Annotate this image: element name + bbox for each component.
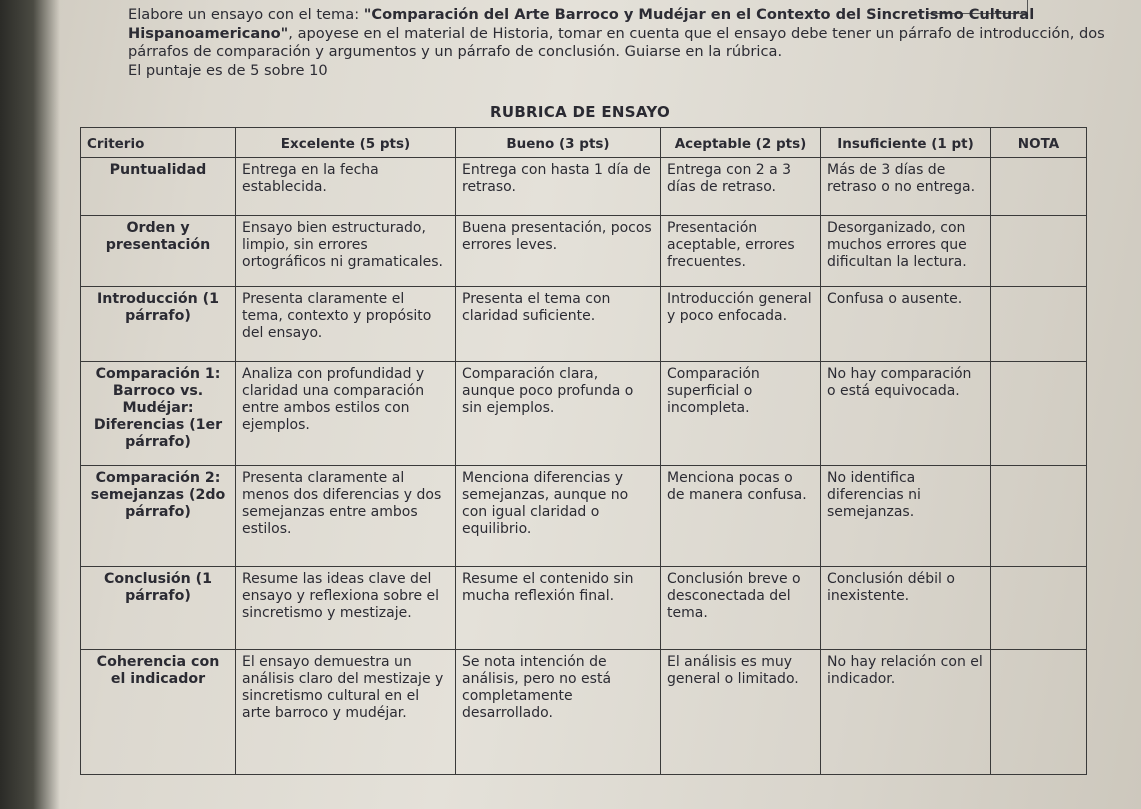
table-row xyxy=(81,362,1087,466)
table-row xyxy=(81,216,1087,287)
insuficiente-cell: Desorganizado, con muchos errores que dificultan la lectura. xyxy=(821,216,991,287)
excelente-cell: Resume las ideas clave del ensayo y reflexiona sobre el sincretismo y mestizaje. xyxy=(236,566,456,649)
excelente-cell: El ensayo demuestra un análisis claro del mestizaje y sincretismo cultural en el arte barroco y mudéjar. xyxy=(236,649,456,774)
aceptable-cell: Menciona pocas o de manera confusa. xyxy=(661,466,821,566)
excelente-cell: Presenta claramente al menos dos diferencias y dos semejanzas entre ambos estilos. xyxy=(236,466,456,566)
header-criterio: Criterio xyxy=(81,128,236,158)
header-aceptable: Aceptable (2 pts) xyxy=(661,128,821,158)
aceptable-cell: Presentación aceptable, errores frecuentes. xyxy=(661,216,821,287)
header-nota: NOTA xyxy=(991,128,1087,158)
rubric-title: RUBRICA DE ENSAYO xyxy=(489,103,670,121)
nota-cell[interactable] xyxy=(991,216,1087,287)
rubric-header-row xyxy=(81,128,1087,158)
rubric-table xyxy=(80,127,1087,775)
aceptable-cell: El análisis es muy general o limitado. xyxy=(661,649,821,774)
table-row xyxy=(81,287,1087,362)
insuficiente-cell: No hay comparación o está equivocada. xyxy=(821,362,991,466)
nota-cell[interactable] xyxy=(991,566,1087,649)
criterio-cell: Conclusión (1 párrafo) xyxy=(81,566,236,649)
aceptable-cell: Entrega con 2 a 3 días de retraso. xyxy=(661,158,821,216)
assignment-instructions xyxy=(128,6,1128,80)
insuficiente-cell: No hay relación con el indicador. xyxy=(821,649,991,774)
excelente-cell: Ensayo bien estructurado, limpio, sin errores ortográficos ni gramaticales. xyxy=(236,216,456,287)
essay-topic: "Comparación del Arte Barroco y Mudéjar en el Contexto del Sincretismo Cultural Hispanoamericano" xyxy=(128,6,1035,42)
excelente-cell: Presenta claramente el tema, contexto y propósito del ensayo. xyxy=(236,287,456,362)
header-excelente: Excelente (5 pts) xyxy=(236,128,456,158)
insuficiente-cell: Más de 3 días de retraso o no entrega. xyxy=(821,158,991,216)
instructions-details-text: , apoyese en el material de Historia, tomar en cuenta que el ensayo debe tener un párrafo de introducción, dos párrafos de comparación y argumentos y un párrafo de conclusión. Guiarse en la rúbrica. xyxy=(128,24,1105,60)
excelente-cell: Analiza con profundidad y claridad una comparación entre ambos estilos con ejemplos. xyxy=(236,362,456,466)
instructions-intro-text: Elabore un ensayo con el tema: xyxy=(128,6,364,23)
instructions-paragraph xyxy=(128,6,1128,62)
nota-cell[interactable] xyxy=(991,287,1087,362)
bueno-cell: Buena presentación, pocos errores leves. xyxy=(456,216,661,287)
nota-cell[interactable] xyxy=(991,466,1087,566)
bueno-cell: Resume el contenido sin mucha reflexión final. xyxy=(456,566,661,649)
nota-cell[interactable] xyxy=(991,649,1087,774)
excelente-cell: Entrega en la fecha establecida. xyxy=(236,158,456,216)
score-note: El puntaje es de 5 sobre 10 xyxy=(128,61,328,79)
header-bueno: Bueno (3 pts) xyxy=(456,128,661,158)
header-insuficiente: Insuficiente (1 pt) xyxy=(821,128,991,158)
table-row xyxy=(81,466,1087,566)
bueno-cell: Entrega con hasta 1 día de retraso. xyxy=(456,158,661,216)
bueno-cell: Presenta el tema con claridad suficiente. xyxy=(456,287,661,362)
criterio-cell: Coherencia con el indicador xyxy=(81,649,236,774)
bueno-cell: Menciona diferencias y semejanzas, aunque no con igual claridad o equilibrio. xyxy=(456,466,661,566)
table-row xyxy=(81,566,1087,649)
aceptable-cell: Comparación superficial o incompleta. xyxy=(661,362,821,466)
nota-cell[interactable] xyxy=(991,158,1087,216)
aceptable-cell: Introducción general y poco enfocada. xyxy=(661,287,821,362)
criterio-cell: Puntualidad xyxy=(81,158,236,216)
photo-dark-edge xyxy=(0,0,60,809)
insuficiente-cell: No identifica diferencias ni semejanzas. xyxy=(821,466,991,566)
insuficiente-cell: Conclusión débil o inexistente. xyxy=(821,566,991,649)
table-row xyxy=(81,158,1087,216)
criterio-cell: Comparación 2: semejanzas (2do párrafo) xyxy=(81,466,236,566)
criterio-cell: Orden y presentación xyxy=(81,216,236,287)
nota-cell[interactable] xyxy=(991,362,1087,466)
insuficiente-cell: Confusa o ausente. xyxy=(821,287,991,362)
criterio-cell: Introducción (1 párrafo) xyxy=(81,287,236,362)
bueno-cell: Se nota intención de análisis, pero no está completamente desarrollado. xyxy=(456,649,661,774)
table-row xyxy=(81,649,1087,774)
bueno-cell: Comparación clara, aunque poco profunda o sin ejemplos. xyxy=(456,362,661,466)
aceptable-cell: Conclusión breve o desconectada del tema. xyxy=(661,566,821,649)
criterio-cell: Comparación 1: Barroco vs. Mudéjar: Diferencias (1er párrafo) xyxy=(81,362,236,466)
